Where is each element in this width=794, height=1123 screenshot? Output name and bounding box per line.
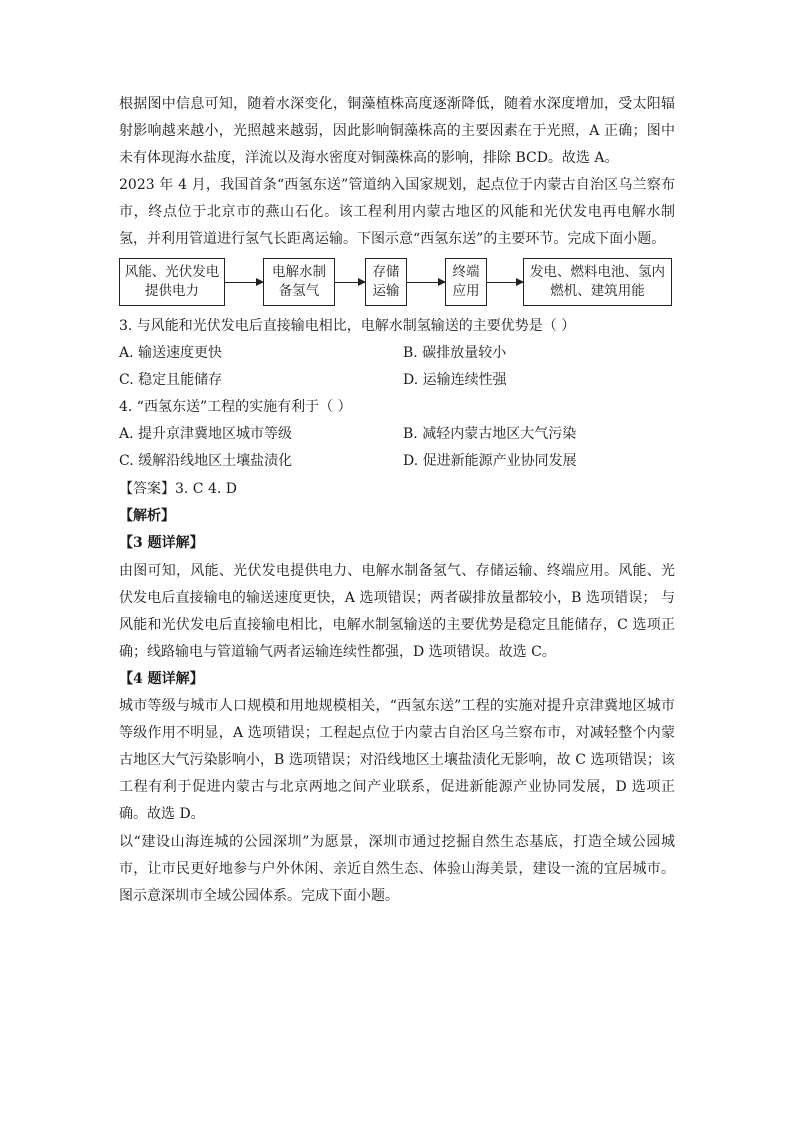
arrow-icon: [487, 282, 523, 283]
flow-box-power-supply: 风能、光伏发电提供电力: [119, 258, 225, 306]
question-4-option-d: D. 促进新能源产业协同发展: [403, 453, 577, 469]
arrow-icon: [225, 282, 263, 283]
question-4-stem: 4. “西氢东送”工程的实施有利于（ ）: [119, 399, 352, 415]
detail-4-heading: 【4 题详解】: [119, 671, 204, 687]
paragraph-intro-hydrogen: 2023 年 4 月，我国首条“西氢东送”管道纳入国家规划，起点位于内蒙古自治区乌兰察布市，终点位于北京市的燕山石化。该工程利用内蒙古地区的风能和光伏发电再电解水制氢，并利用管道进行氢气长距离运输。下图示意“西氢东送”的主要环节。完成下面小题。: [119, 177, 675, 247]
question-4-option-c: C. 缓解沿线地区土壤盐渍化: [119, 453, 293, 469]
flow-diagram: [119, 258, 672, 308]
detail-3-text: 由图可知，风能、光伏发电提供电力、电解水制备氢气、存储运输、终端应用。风能、光伏发电后直接输电的输送速度更快，A 选项错误；两者碳排放量都较小，B 选项错误； 与风能和光伏发电后直接输电相比，电解水制氢输送的主要优势是稳定且能储存，C 选项正确；线路输电与管道输气两者运输连续性都强，D 选项错误。故选 C。: [119, 563, 675, 660]
paragraph-intro-shenzhen: 以“建设山海连城的公园深圳”为愿景，深圳市通过挖掘自然生态基底，打造全域公园城市，让市民更好地参与户外休闲、亲近自然生态、体验山海美景，建设一流的宜居城市。图示意深圳市全域公园体系。完成下面小题。: [119, 834, 675, 904]
detail-4-text: 城市等级与城市人口规模和用地规模相关，“西氢东送”工程的实施对提升京津冀地区城市等级作用不明显，A 选项错误；工程起点位于内蒙古自治区乌兰察布市，对减轻整个内蒙古地区大气污染影响小，B 选项错误；对沿线地区土壤盐渍化无影响，故 C 选项错误；该工程有利于促进内蒙古与北京两地之间产业联系，促进新能源产业协同发展，D 选项正确。故选 D。: [119, 698, 675, 822]
question-3-stem: 3. 与风能和光伏发电后直接输电相比，电解水制氢输送的主要优势是（ ）: [119, 318, 576, 334]
question-3-option-a: A. 输送速度更快: [119, 345, 223, 361]
flow-box-terminal-use: 终端应用: [445, 258, 487, 306]
flow-box-storage-transport: 存储运输: [365, 258, 407, 306]
flow-box-applications: 发电、燃料电池、氢内燃机、建筑用能: [523, 258, 672, 306]
analysis-heading: 【解析】: [119, 508, 175, 524]
question-4-option-b: B. 减轻内蒙古地区大气污染: [403, 426, 577, 442]
arrow-icon: [407, 282, 445, 283]
answer-line: 【答案】3. C 4. D: [119, 481, 238, 497]
flow-box-electrolysis: 电解水制备氢气: [263, 258, 335, 306]
question-3-option-c: C. 稳定且能储存: [119, 372, 223, 388]
arrow-icon: [335, 282, 365, 283]
detail-3-heading: 【3 题详解】: [119, 535, 204, 551]
question-3-option-b: B. 碳排放量较小: [403, 345, 507, 361]
paragraph-explanation-q2: 根据图中信息可知，随着水深变化，铜藻植株高度逐渐降低，随着水深度增加，受太阳辐射影响越来越小，光照越来越弱，因此影响铜藻株高的主要因素在于光照，A 正确；图中未有体现海水盐度，洋流以及海水密度对铜藻株高的影响，排除 BCD。故选 A。: [119, 96, 675, 166]
question-4-option-a: A. 提升京津冀地区城市等级: [119, 426, 293, 442]
question-3-option-d: D. 运输连续性强: [403, 372, 507, 388]
